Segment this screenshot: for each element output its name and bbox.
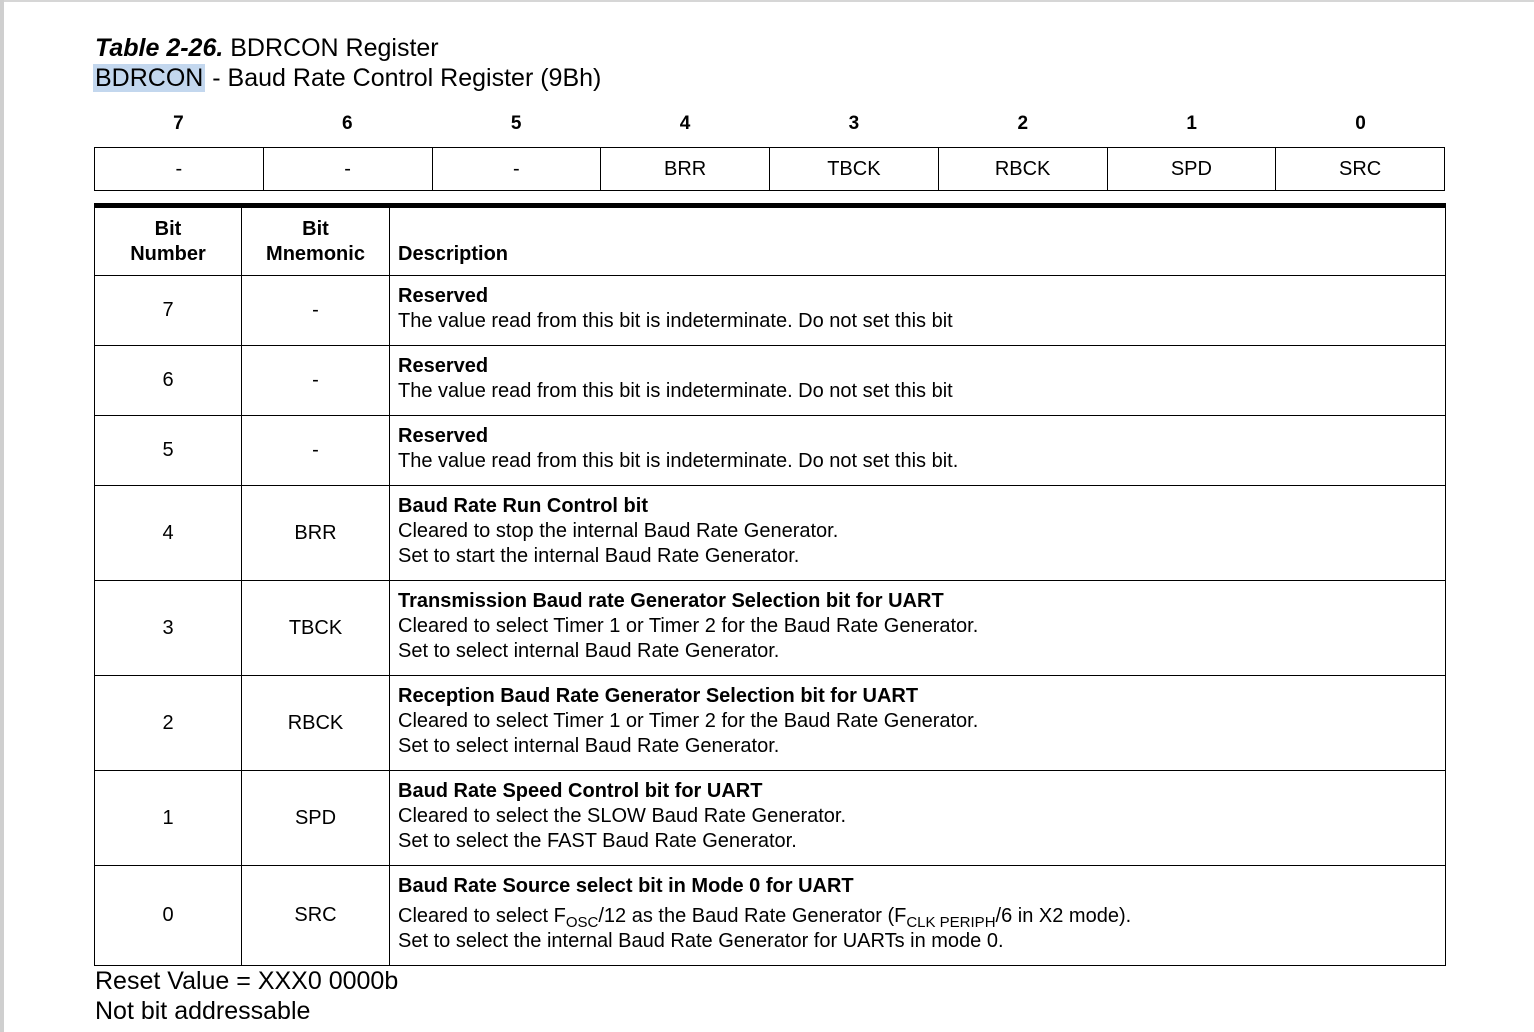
- bit-description-cell: [390, 771, 1446, 866]
- subscript: CLK PERIPH: [906, 914, 996, 931]
- description-title: Reserved: [398, 355, 489, 377]
- highlighted-text[interactable]: BDRCON: [95, 64, 204, 92]
- bit-number-cell: 0: [95, 866, 242, 966]
- bit-number-label: 5: [510, 113, 522, 134]
- bit-number-label: 3: [848, 113, 860, 134]
- text-fragment: /12 as the Baud Rate Generator (F: [598, 905, 907, 927]
- bit-mnemonic-cell: -: [242, 276, 390, 346]
- bit-description-cell: [390, 581, 1446, 676]
- table-row: [95, 581, 1446, 676]
- description-title: Baud Rate Run Control bit: [398, 495, 648, 517]
- bit-description-cell: [390, 346, 1446, 416]
- description-line: Set to start the internal Baud Rate Generator.: [398, 545, 800, 567]
- register-bit-cell: SPD: [1107, 148, 1276, 191]
- table-row: [95, 676, 1446, 771]
- bit-description-cell: [390, 276, 1446, 346]
- table-row: [95, 771, 1446, 866]
- bit-mnemonic-cell: SRC: [242, 866, 390, 966]
- bit-number-cell: 6: [95, 346, 242, 416]
- description-line: Set to select internal Baud Rate Generator.: [398, 735, 780, 757]
- bit-number-label: 1: [1186, 113, 1197, 134]
- bit-number-label: 0: [1355, 113, 1366, 134]
- header-line: Mnemonic: [266, 242, 365, 265]
- bit-number-cell: 1: [95, 771, 242, 866]
- register-bit-cell: TBCK: [770, 148, 939, 191]
- bit-mnemonic-cell: TBCK: [242, 581, 390, 676]
- header-bit-mnemonic: [242, 206, 390, 276]
- description-line: Set to select the internal Baud Rate Generator for UARTs in mode 0.: [398, 930, 1004, 952]
- header-description: Description: [390, 206, 1446, 276]
- table-row: [95, 486, 1446, 581]
- table-row: [95, 276, 1446, 346]
- register-bit-cell: -: [95, 148, 264, 191]
- table-number: Table 2-26.: [95, 34, 224, 62]
- header-line: Bit: [302, 217, 329, 240]
- bit-number-label: 6: [342, 113, 353, 134]
- subtitle-rest: - Baud Rate Control Register (9Bh): [205, 64, 602, 92]
- register-subtitle: [93, 63, 601, 93]
- text-fragment: Cleared to select F: [398, 905, 566, 927]
- description-title: Baud Rate Source select bit in Mode 0 for UART: [398, 875, 854, 897]
- description-line: The value read from this bit is indeterminate. Do not set this bit: [398, 380, 953, 402]
- bit-number-cell: 5: [95, 416, 242, 486]
- description-line: Set to select the FAST Baud Rate Generator.: [398, 830, 797, 852]
- description-line: Cleared to stop the internal Baud Rate Generator.: [398, 520, 839, 542]
- table-row: [95, 866, 1446, 966]
- description-title: Transmission Baud rate Generator Selection bit for UART: [398, 590, 944, 612]
- bit-number-cell: 2: [95, 676, 242, 771]
- description-line: The value read from this bit is indeterminate. Do not set this bit: [398, 310, 953, 332]
- text-fragment: /6 in X2 mode).: [995, 905, 1132, 927]
- header-bit-number: [95, 206, 242, 276]
- bit-mnemonic-cell: SPD: [242, 771, 390, 866]
- page-top-border: [0, 0, 1534, 2]
- description-line: [398, 904, 1437, 929]
- header-line: Number: [130, 242, 206, 265]
- bit-description-table: [94, 203, 1446, 966]
- bit-description-cell: [390, 416, 1446, 486]
- register-bit-cell: BRR: [601, 148, 770, 191]
- register-bit-cell: SRC: [1276, 148, 1445, 191]
- bit-number-cell: 4: [95, 486, 242, 581]
- table-row: [95, 346, 1446, 416]
- bit-description-cell: [390, 486, 1446, 581]
- page-left-border: [0, 0, 4, 1032]
- bit-number-cell: 3: [95, 581, 242, 676]
- description-line: Cleared to select Timer 1 or Timer 2 for the Baud Rate Generator.: [398, 710, 979, 732]
- addressable-note: Not bit addressable: [95, 997, 311, 1025]
- description-line: The value read from this bit is indeterminate. Do not set this bit.: [398, 450, 959, 472]
- table-name: BDRCON Register: [230, 34, 439, 62]
- description-title: Reception Baud Rate Generator Selection bit for UART: [398, 685, 919, 707]
- register-bit-cell: RBCK: [938, 148, 1107, 191]
- reset-value: Reset Value = XXX0 0000b: [95, 967, 399, 995]
- register-bit-cell: -: [263, 148, 432, 191]
- bit-description-cell: [390, 866, 1446, 966]
- table-header-row: [95, 206, 1446, 276]
- header-line: Bit: [154, 217, 182, 240]
- description-title: Reserved: [398, 425, 489, 447]
- register-bit-cell: -: [432, 148, 601, 191]
- register-bit-row: [95, 148, 1445, 191]
- bit-mnemonic-cell: BRR: [242, 486, 390, 581]
- bit-mnemonic-cell: -: [242, 346, 390, 416]
- bit-number-label: 4: [679, 113, 691, 134]
- description-title: Reserved: [398, 285, 489, 307]
- bit-number-label: 7: [173, 113, 184, 134]
- bit-number-header: [94, 112, 1445, 136]
- bit-mnemonic-cell: -: [242, 416, 390, 486]
- bit-number-label: 2: [1017, 113, 1029, 134]
- description-line: Cleared to select Timer 1 or Timer 2 for the Baud Rate Generator.: [398, 615, 979, 637]
- description-line: Set to select internal Baud Rate Generator.: [398, 640, 780, 662]
- subscript: OSC: [565, 914, 599, 931]
- bit-description-cell: [390, 676, 1446, 771]
- description-title: Baud Rate Speed Control bit for UART: [398, 780, 763, 802]
- table-caption: [95, 33, 439, 63]
- table-row: [95, 416, 1446, 486]
- bit-mnemonic-cell: RBCK: [242, 676, 390, 771]
- bit-number-cell: 7: [95, 276, 242, 346]
- description-line: Cleared to select the SLOW Baud Rate Generator.: [398, 805, 847, 827]
- register-bit-map: [94, 147, 1445, 191]
